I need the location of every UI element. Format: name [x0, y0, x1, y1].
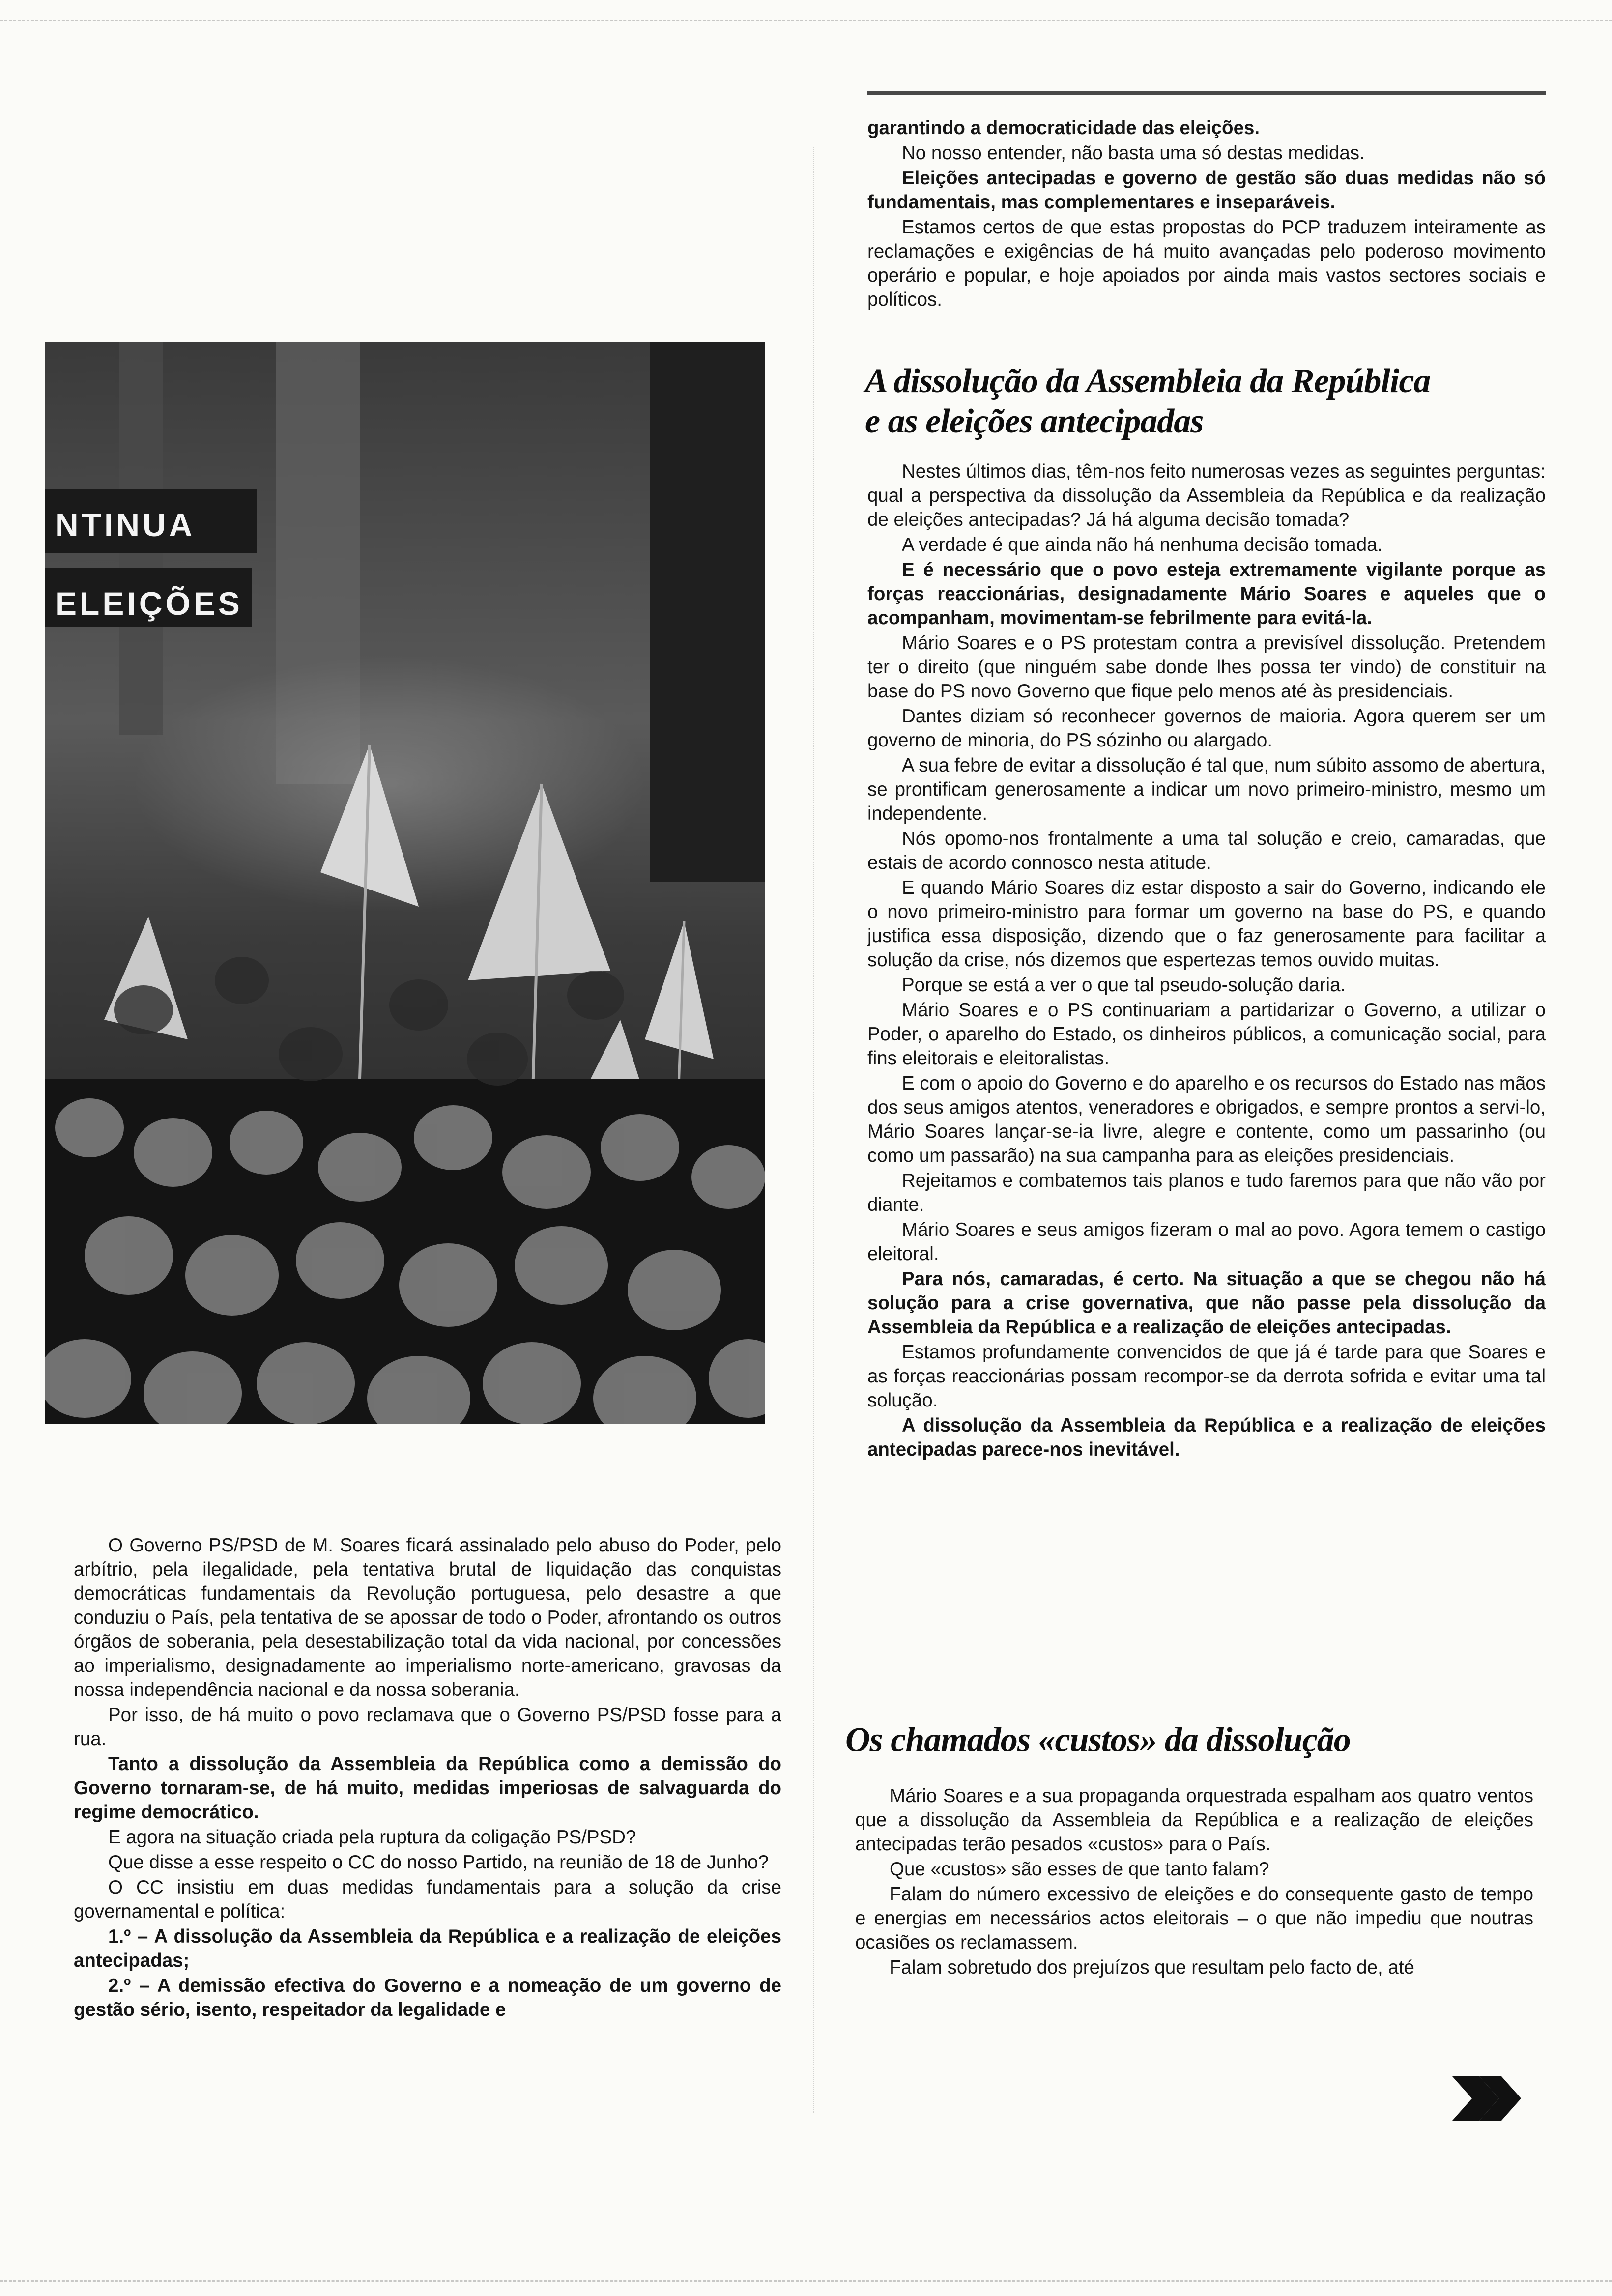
- paragraph: E é necessário que o povo esteja extremamente vigilante porque as forças reaccionárias, designadamente Mário Soares e aqueles que o acompanham, movimentam-se febrilmente para evitá-la.: [867, 559, 1546, 629]
- section-heading-dissolution: [865, 361, 1543, 442]
- paragraph: E com o apoio do Governo e do aparelho e os recursos do Estado nas mãos dos seus amigos atentos, veneradores e obrigados, e sempre prontos a servi-lo, Mário Soares lançar-se-ia livre, alegre e contente, como um passarinho (ou como um passarão) na sua campanha para as eleições presidenciais.: [867, 1073, 1546, 1166]
- paragraph: Porque se está a ver o que tal pseudo-solução daria.: [902, 975, 1346, 996]
- paragraph: A dissolução da Assembleia da República e a realização de eleições antecipadas parece-nos inevitável.: [867, 1415, 1546, 1460]
- paragraph: O CC insistiu em duas medidas fundamentais para a solução da crise governamental e política:: [74, 1877, 781, 1922]
- right-column-bottom: [855, 1784, 1533, 1980]
- paragraph: E agora na situação criada pela ruptura da coligação PS/PSD?: [108, 1827, 636, 1848]
- paragraph: Falam do número excessivo de eleições e do consequente gasto de tempo e energias em necessários actos eleitorais – o que não impediu que noutras ocasiões os reclamassem.: [855, 1884, 1533, 1953]
- paragraph: O Governo PS/PSD de M. Soares ficará assinalado pelo abuso do Poder, pelo arbítrio, pela ilegalidade, pela tentativa brutal de liquidação das conquistas democráticas fundamentais da Revolução portuguesa, pelo desastre a que conduziu o País, pela tentativa de se apossar de todo o Poder, afrontando os outros órgãos de soberania, pela desestabilização total da vida nacional, por concessões ao imperialismo, designadamente ao imperialismo norte-americano, gravosas da nossa independência nacional e da nossa soberania.: [74, 1535, 781, 1700]
- column-gutter: [813, 147, 815, 2113]
- page-edge-top: [0, 20, 1612, 24]
- paragraph: Nestes últimos dias, têm-nos feito numerosas vezes as seguintes perguntas: qual a perspectiva da dissolução da Assembleia da República e da realização de eleições antecipadas? Já há alguma decisão tomada?: [867, 461, 1546, 530]
- page-edge-bottom: [0, 2280, 1612, 2285]
- right-column-top: [867, 116, 1546, 313]
- paragraph: A verdade é que ainda não há nenhuma decisão tomada.: [902, 534, 1383, 555]
- paragraph: Mário Soares e o PS protestam contra a previsível dissolução. Pretendem ter o direito (que ninguém sabe donde lhes possa ter vindo) de constituir na base do PS novo Governo que fique pelo menos até às presidenciais.: [867, 632, 1546, 702]
- paragraph: Estamos certos de que estas propostas do PCP traduzem inteiramente as reclamações e exigências de há muito avançadas pelo poderoso movimento operário e popular, e hoje apoiados por ainda mais vastos sectores sociais e políticos.: [867, 217, 1546, 310]
- heading-line-2: e as eleições antecipadas: [865, 402, 1204, 440]
- left-column: [74, 1533, 781, 2023]
- paragraph: No nosso entender, não basta uma só destas medidas.: [902, 143, 1365, 164]
- photo-sign-line-1: NTINUA: [55, 507, 196, 543]
- paragraph: Tanto a dissolução da Assembleia da República como a demissão do Governo tornaram-se, de há muito, medidas imperiosas de salvaguarda do regime democrático.: [74, 1753, 781, 1823]
- paragraph: A sua febre de evitar a dissolução é tal que, num súbito assomo de abertura, se prontificam generosamente a indicar um novo primeiro-ministro, mesmo um independente.: [867, 755, 1546, 824]
- paragraph: Que disse a esse respeito o CC do nosso Partido, na reunião de 18 de Junho?: [108, 1852, 769, 1873]
- paragraph: E quando Mário Soares diz estar disposto a sair do Governo, indicando ele o novo primeiro-ministro para formar um governo na base do PS, e quando justifica essa disposição, dizendo que o faz generosamente para facilitar a solução da crise, nós dizemos que espertezas temos ouvido muitas.: [867, 877, 1546, 971]
- demonstration-photo: [45, 342, 765, 1424]
- photo-graphic: [45, 342, 765, 1424]
- heading-line-1: A dissolução da Assembleia da República: [865, 362, 1431, 400]
- top-rule: [867, 91, 1546, 95]
- paragraph: garantindo a democraticidade das eleições.: [867, 117, 1260, 139]
- paragraph: Nós opomo-nos frontalmente a uma tal solução e creio, camaradas, que estais de acordo connosco nesta atitude.: [867, 828, 1546, 873]
- paragraph: Dantes diziam só reconhecer governos de maioria. Agora querem ser um governo de minoria, do PS sózinho ou alargado.: [867, 706, 1546, 751]
- paragraph: Por isso, de há muito o povo reclamava que o Governo PS/PSD fosse para a rua.: [74, 1704, 781, 1750]
- photo-sign-line-2: ELEIÇÕES: [55, 585, 243, 622]
- section-heading-costs: Os chamados «custos» da dissolução: [845, 1721, 1351, 1759]
- right-column-middle: [867, 459, 1546, 1463]
- paragraph: Eleições antecipadas e governo de gestão são duas medidas não só fundamentais, mas complementares e inseparáveis.: [867, 168, 1546, 213]
- paragraph: Que «custos» são esses de que tanto falam?: [890, 1859, 1269, 1880]
- paragraph: Para nós, camaradas, é certo. Na situação a que se chegou não há solução para a crise governativa, que não passe pela dissolução da Assembleia da República e a realização de eleições antecipadas.: [867, 1268, 1546, 1338]
- paragraph: Mário Soares e o PS continuariam a partidarizar o Governo, a utilizar o Poder, o aparelho do Estado, os dinheiros públicos, a comunicação social, para fins eleitorais e eleitoralistas.: [867, 1000, 1546, 1069]
- paragraph: Rejeitamos e combatemos tais planos e tudo faremos para que não vão por diante.: [867, 1170, 1546, 1215]
- paragraph: Mário Soares e a sua propaganda orquestrada espalham aos quatro ventos que a dissolução da Assembleia da República e a realização de eleições antecipadas terão pesados «custos» para o País.: [855, 1785, 1533, 1855]
- paragraph: Estamos profundamente convencidos de que já é tarde para que Soares e as forças reaccionárias possam recompor-se da derrota sofrida e evitar uma tal solução.: [867, 1342, 1546, 1411]
- paragraph: Falam sobretudo dos prejuízos que resultam pelo facto de, até: [890, 1957, 1414, 1978]
- continue-arrow-icon: [1452, 2071, 1526, 2125]
- paragraph: 1.º – A dissolução da Assembleia da República e a realização de eleições antecipadas;: [74, 1926, 781, 1971]
- paragraph: 2.º – A demissão efectiva do Governo e a nomeação de um governo de gestão sério, isento, respeitador da legalidade e: [74, 1975, 781, 2020]
- paragraph: Mário Soares e seus amigos fizeram o mal ao povo. Agora temem o castigo eleitoral.: [867, 1219, 1546, 1264]
